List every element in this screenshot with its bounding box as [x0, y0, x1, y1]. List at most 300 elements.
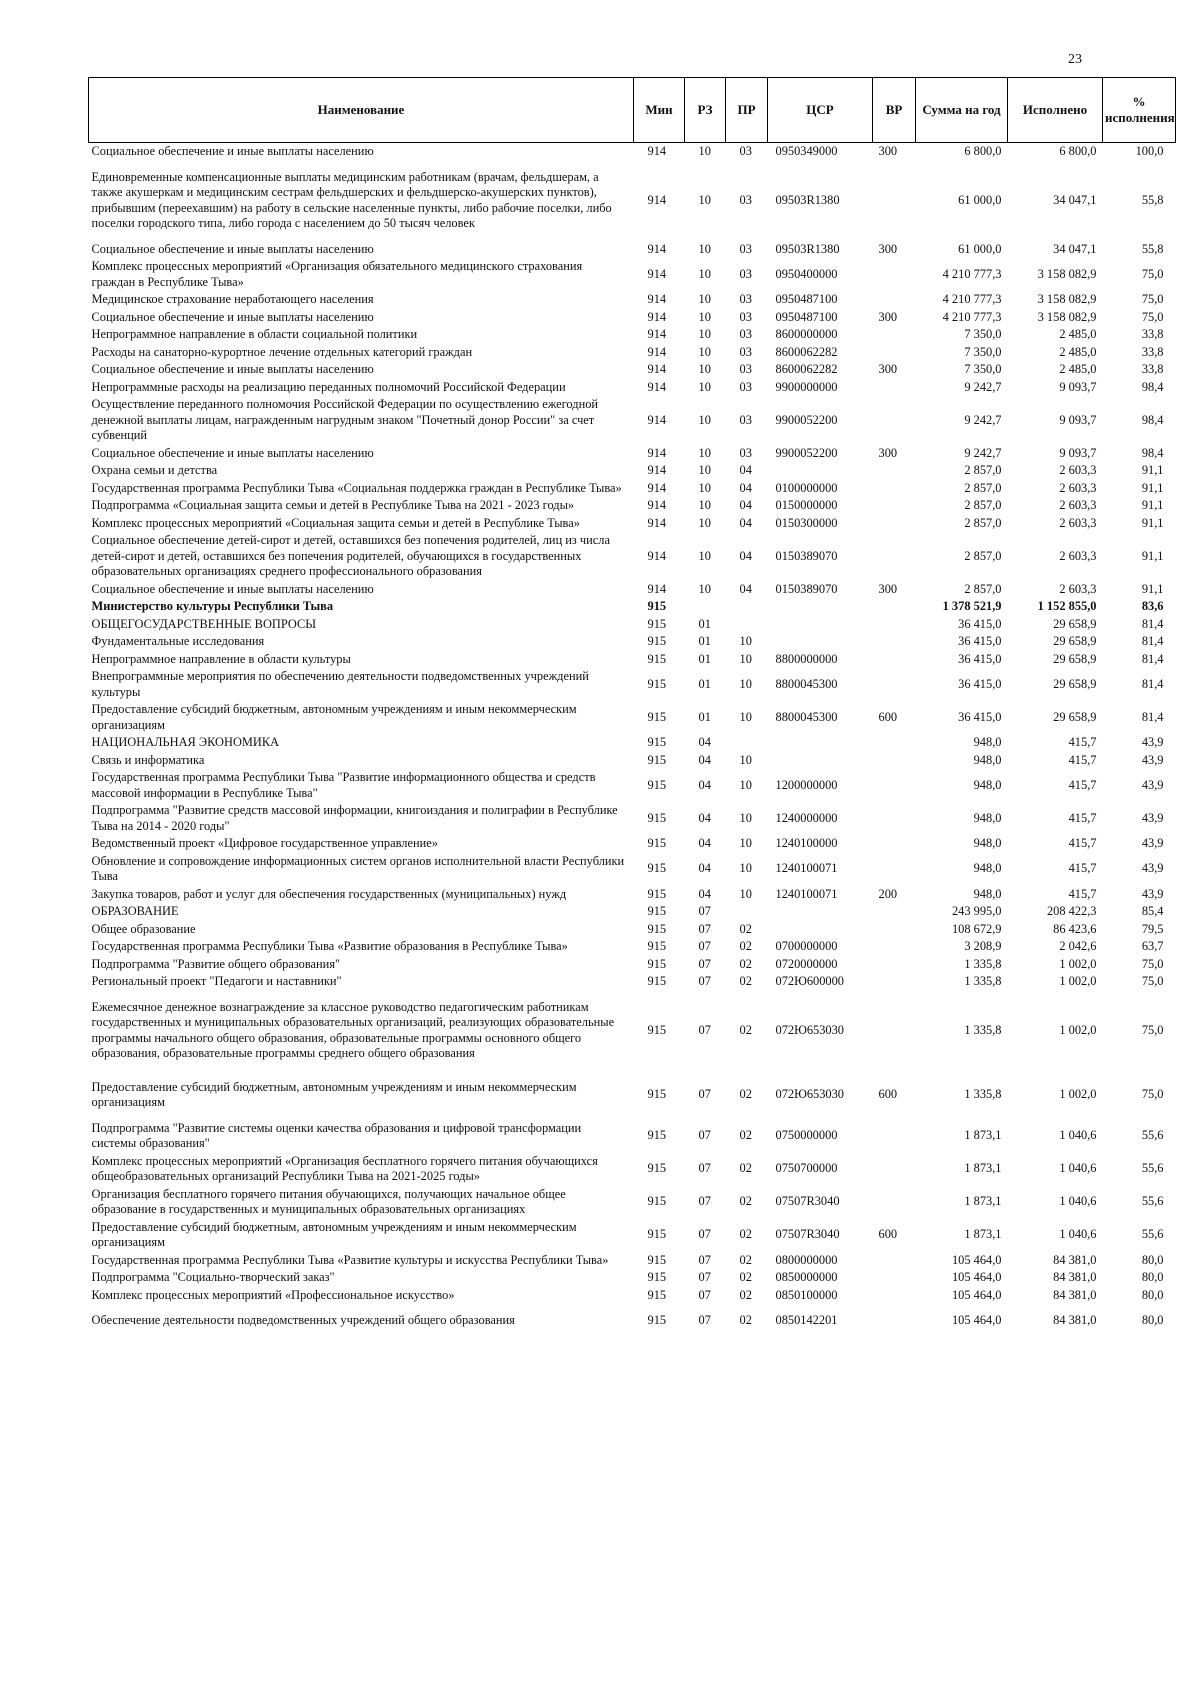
cell-csr	[768, 921, 873, 939]
cell-pct: 80,0	[1141, 1270, 1164, 1284]
cell-sum: 948,0	[973, 735, 1002, 749]
cell-sum: 9 242,7	[964, 379, 1002, 394]
header-rz: РЗ	[685, 78, 726, 143]
cell-rz: 07	[698, 1161, 711, 1176]
cell-csr: 9900000000	[775, 379, 838, 394]
cell-min: 914	[647, 327, 667, 341]
cell-rz	[685, 598, 726, 616]
cell-sum: 948,0	[973, 810, 1002, 825]
cell-min: 914	[647, 548, 667, 563]
cell-min: 914	[647, 445, 667, 460]
cell-csr: 1200000000	[775, 777, 838, 792]
cell-name: Комплекс процессных мероприятий «Организация обязательного медицинского страхования граждан в Республике Тыва»	[91, 259, 583, 289]
cell-vr	[873, 532, 916, 581]
cell-name: ОБЩЕГОСУДАРСТВЕННЫЕ ВОПРОСЫ	[91, 616, 317, 631]
cell-vr	[873, 480, 916, 498]
cell-csr: 0850000000	[775, 1270, 838, 1284]
header-csr: ЦСР	[768, 78, 873, 143]
cell-rz: 04	[698, 836, 711, 850]
cell-done: 9 093,7	[1059, 379, 1097, 394]
cell-name: Министерство культуры Республики Тыва	[91, 599, 334, 613]
cell-sum: 9 242,7	[964, 445, 1002, 460]
cell-pct: 43,9	[1141, 861, 1164, 876]
cell-done: 1 040,6	[1059, 1128, 1097, 1143]
cell-pct: 91,1	[1141, 581, 1164, 596]
cell-name: Охрана семьи и детства	[91, 463, 218, 477]
cell-sum: 948,0	[973, 886, 1002, 901]
cell-csr: 0150389070	[775, 581, 838, 596]
cell-vr: 600	[878, 709, 898, 724]
cell-vr	[873, 973, 916, 991]
cell-csr: 07507R3040	[775, 1194, 840, 1209]
cell-done: 6 800,0	[1059, 144, 1097, 158]
table-row	[89, 241, 1176, 259]
cell-vr: 600	[878, 1087, 898, 1102]
cell-name: Подпрограмма "Развитие системы оценки качества образования и цифровой трансформации системы образования"	[91, 1120, 582, 1150]
cell-pct: 81,4	[1141, 651, 1164, 666]
table-row	[89, 1304, 1176, 1338]
cell-done: 2 485,0	[1059, 344, 1097, 359]
cell-done: 84 381,0	[1053, 1313, 1097, 1327]
table-row	[89, 1269, 1176, 1287]
cell-pct: 91,1	[1141, 498, 1164, 512]
cell-name: Подпрограмма «Социальная защита семьи и детей в Республике Тыва на 2021 - 2023 годы»	[91, 498, 575, 512]
cell-vr	[873, 956, 916, 974]
cell-pct: 83,6	[1141, 599, 1164, 613]
cell-pr	[726, 734, 768, 752]
cell-pct: 91,1	[1141, 515, 1164, 530]
cell-vr	[873, 379, 916, 397]
cell-rz: 10	[698, 327, 711, 341]
cell-csr: 072Ю600000	[775, 974, 844, 988]
cell-name: Ежемесячное денежное вознаграждение за классное руководство педагогическим работникам государственных и муниципальных образовательных организаций, реализующих образовательные программы начального общего образования, образовательные программы основного общего образования, образовательные программы среднего общего образования	[91, 999, 615, 1060]
cell-sum: 6 800,0	[964, 144, 1002, 158]
table-row	[89, 921, 1176, 939]
header-vr: ВР	[873, 78, 916, 143]
header-done: Исполнено	[1008, 78, 1103, 143]
cell-vr	[873, 668, 916, 701]
cell-vr	[873, 903, 916, 921]
cell-csr	[768, 598, 873, 616]
page-number: 23	[1068, 52, 1082, 67]
cell-csr: 0750700000	[775, 1161, 838, 1176]
cell-pr: 02	[739, 1194, 752, 1209]
cell-name: Внепрограммные мероприятия по обеспечению деятельности подведомственных учреждений культуры	[91, 669, 589, 699]
cell-pr: 10	[739, 861, 752, 876]
cell-done: 2 603,3	[1059, 548, 1097, 563]
cell-csr: 0950487100	[775, 292, 838, 306]
cell-pr: 03	[739, 266, 752, 281]
table-row	[89, 361, 1176, 379]
table-row	[89, 835, 1176, 853]
cell-name: Единовременные компенсационные выплаты медицинским работникам (врачам, фельдшерам, а также акушеркам и медицинским сестрам фельдшерских и фельдшерско-акушерских пунктов), прибывшим (переехавшим) на работу в сельские населенные пункты, либо рабочие поселки, либо поселки городского типа, либо города с населением до 50 тысяч человек	[91, 169, 612, 230]
cell-sum: 1 873,1	[964, 1194, 1002, 1209]
cell-sum: 36 415,0	[958, 634, 1002, 648]
cell-pct: 91,1	[1141, 480, 1164, 495]
cell-pr: 02	[739, 1313, 752, 1327]
cell-sum: 2 857,0	[964, 548, 1002, 563]
cell-pr: 10	[739, 836, 752, 850]
cell-rz: 10	[698, 548, 711, 563]
table-row	[89, 1153, 1176, 1186]
cell-vr	[873, 769, 916, 802]
table-row	[89, 309, 1176, 327]
cell-rz: 04	[698, 735, 711, 749]
cell-pct: 79,5	[1141, 921, 1164, 936]
cell-done: 415,7	[1068, 836, 1097, 850]
cell-min: 914	[647, 515, 667, 530]
cell-rz: 01	[698, 651, 711, 666]
cell-pct: 63,7	[1141, 939, 1164, 953]
header-min: Мин	[634, 78, 685, 143]
cell-done: 415,7	[1068, 810, 1097, 825]
cell-csr: 1240100071	[775, 861, 838, 876]
cell-pr: 02	[739, 956, 752, 971]
cell-min: 915	[647, 1313, 667, 1327]
cell-vr: 300	[878, 445, 898, 460]
cell-min: 915	[647, 709, 667, 724]
cell-min: 915	[647, 1022, 667, 1037]
cell-rz: 04	[698, 777, 711, 792]
cell-pr: 02	[739, 939, 752, 953]
table-row	[89, 1186, 1176, 1219]
table-row	[89, 326, 1176, 344]
cell-sum: 243 995,0	[951, 904, 1002, 918]
cell-vr	[873, 802, 916, 835]
cell-rz: 07	[698, 1270, 711, 1284]
cell-done: 1 002,0	[1059, 956, 1097, 971]
cell-sum: 61 000,0	[958, 192, 1002, 207]
cell-pr: 10	[739, 634, 752, 648]
cell-sum: 948,0	[973, 777, 1002, 792]
table-row	[89, 291, 1176, 309]
cell-rz: 10	[698, 463, 711, 477]
cell-pct: 81,4	[1141, 676, 1164, 691]
cell-name: Государственная программа Республики Тыва "Развитие информационного общества и средств массовой информации в Республике Тыва"	[91, 770, 596, 800]
cell-sum: 105 464,0	[951, 1287, 1002, 1302]
cell-pct: 98,4	[1141, 379, 1164, 394]
cell-name: Непрограммные расходы на реализацию переданных полномочий Российской Федерации	[91, 379, 566, 394]
cell-sum: 3 208,9	[964, 939, 1002, 953]
cell-min: 915	[647, 836, 667, 850]
cell-name: Социальное обеспечение и иные выплаты населению	[91, 309, 374, 324]
cell-pct: 98,4	[1141, 412, 1164, 427]
cell-sum: 1 873,1	[964, 1227, 1002, 1242]
cell-done: 1 002,0	[1059, 1022, 1097, 1037]
cell-vr	[873, 258, 916, 291]
cell-done: 1 002,0	[1059, 1087, 1097, 1102]
cell-pct: 55,8	[1141, 241, 1164, 256]
cell-csr: 1240100071	[775, 886, 838, 901]
cell-vr: 300	[878, 241, 898, 256]
cell-name: Социальное обеспечение и иные выплаты населению	[91, 241, 374, 256]
cell-vr: 200	[878, 886, 898, 901]
cell-csr: 0100000000	[775, 480, 838, 495]
table-row	[89, 973, 1176, 991]
cell-vr	[873, 991, 916, 1071]
cell-sum: 7 350,0	[964, 327, 1002, 341]
cell-done: 415,7	[1068, 735, 1097, 749]
cell-csr: 8600062282	[775, 362, 838, 376]
cell-name: Социальное обеспечение и иные выплаты населению	[91, 144, 374, 158]
cell-sum: 2 857,0	[964, 480, 1002, 495]
cell-name: Обеспечение деятельности подведомственных учреждений общего образования	[91, 1313, 515, 1327]
cell-name: Ведомственный проект «Цифровое государственное управление»	[91, 836, 438, 850]
table-row	[89, 379, 1176, 397]
cell-csr: 0950349000	[775, 144, 838, 158]
cell-rz: 01	[698, 616, 711, 631]
table-row	[89, 802, 1176, 835]
cell-min: 915	[647, 1287, 667, 1302]
cell-pct: 33,8	[1141, 344, 1164, 359]
cell-min: 915	[647, 676, 667, 691]
cell-min: 914	[647, 480, 667, 495]
cell-csr: 0850100000	[775, 1287, 838, 1302]
cell-name: Социальное обеспечение и иные выплаты населению	[91, 445, 374, 460]
cell-min: 914	[647, 498, 667, 512]
cell-pct: 33,8	[1141, 327, 1164, 341]
cell-pr	[726, 903, 768, 921]
cell-pr: 03	[739, 241, 752, 256]
cell-rz: 07	[698, 1227, 711, 1242]
cell-min: 915	[647, 777, 667, 792]
cell-rz: 10	[698, 362, 711, 376]
cell-csr: 0700000000	[775, 939, 838, 953]
cell-vr	[873, 1252, 916, 1270]
cell-csr: 0150300000	[775, 515, 838, 530]
table-header	[89, 78, 1176, 143]
cell-done: 2 485,0	[1059, 362, 1097, 376]
cell-sum: 7 350,0	[964, 344, 1002, 359]
cell-sum: 1 335,8	[964, 974, 1002, 988]
cell-pr: 03	[739, 192, 752, 207]
cell-min: 915	[647, 1128, 667, 1143]
cell-done: 415,7	[1068, 861, 1097, 876]
cell-rz: 07	[698, 921, 711, 936]
cell-pct: 55,6	[1141, 1161, 1164, 1176]
cell-csr: 0150000000	[775, 498, 838, 512]
cell-sum: 105 464,0	[951, 1252, 1002, 1267]
cell-name: Комплекс процессных мероприятий «Организация бесплатного горячего питания обучающихся общеобразовательных организаций Республики Тыва на 2021-2025 годы»	[91, 1153, 598, 1183]
cell-name: Организация бесплатного горячего питания обучающихся, получающих начальное общее образование в государственных и муниципальных образовательных организациях	[91, 1186, 566, 1216]
cell-name: Социальное обеспечение и иные выплаты населению	[91, 362, 374, 376]
cell-done: 34 047,1	[1053, 241, 1097, 256]
cell-min: 915	[647, 904, 667, 918]
table-row	[89, 701, 1176, 734]
cell-pr: 03	[739, 309, 752, 324]
cell-done: 3 158 082,9	[1037, 309, 1097, 324]
cell-rz: 07	[698, 1313, 711, 1327]
table-row	[89, 1071, 1176, 1120]
cell-pct: 55,6	[1141, 1128, 1164, 1143]
cell-vr	[873, 853, 916, 886]
cell-csr	[768, 903, 873, 921]
cell-vr	[873, 1287, 916, 1305]
cell-vr	[873, 515, 916, 533]
cell-pr: 04	[739, 515, 752, 530]
cell-pr: 04	[739, 480, 752, 495]
cell-csr: 07507R3040	[775, 1227, 840, 1242]
header-pr: ПР	[726, 78, 768, 143]
cell-rz: 10	[698, 515, 711, 530]
cell-pct: 55,8	[1141, 192, 1164, 207]
cell-sum: 948,0	[973, 861, 1002, 876]
cell-csr	[768, 734, 873, 752]
cell-min: 914	[647, 309, 667, 324]
cell-done: 2 603,3	[1059, 515, 1097, 530]
cell-vr	[873, 1269, 916, 1287]
cell-csr: 0150389070	[775, 548, 838, 563]
cell-done: 3 158 082,9	[1037, 266, 1097, 281]
cell-name: Закупка товаров, работ и услуг для обеспечения государственных (муниципальных) нужд	[91, 886, 567, 901]
cell-pr: 02	[739, 1161, 752, 1176]
cell-csr: 0720000000	[775, 956, 838, 971]
cell-pct: 43,9	[1141, 735, 1164, 749]
table-row	[89, 938, 1176, 956]
cell-rz: 04	[698, 752, 711, 767]
cell-sum: 1 873,1	[964, 1128, 1002, 1143]
cell-pr	[726, 616, 768, 634]
cell-pct: 33,8	[1141, 362, 1164, 376]
cell-pct: 43,9	[1141, 777, 1164, 792]
cell-vr	[873, 396, 916, 445]
cell-sum: 4 210 777,3	[942, 266, 1002, 281]
cell-sum: 2 857,0	[964, 515, 1002, 530]
cell-rz: 04	[698, 861, 711, 876]
cell-done: 2 603,3	[1059, 463, 1097, 477]
cell-name: Общее образование	[91, 921, 196, 936]
table-row	[89, 515, 1176, 533]
cell-sum: 7 350,0	[964, 362, 1002, 376]
cell-pr: 04	[739, 548, 752, 563]
table-row	[89, 616, 1176, 634]
cell-csr: 9900052200	[775, 445, 838, 460]
cell-min: 915	[647, 861, 667, 876]
cell-pr: 10	[739, 777, 752, 792]
table-row	[89, 668, 1176, 701]
cell-min: 914	[647, 144, 667, 158]
cell-rz: 01	[698, 634, 711, 648]
cell-done: 1 040,6	[1059, 1194, 1097, 1209]
header-sum: Сумма на год	[916, 78, 1008, 143]
cell-min: 915	[647, 1252, 667, 1267]
cell-csr	[768, 616, 873, 634]
cell-rz: 10	[698, 241, 711, 256]
cell-vr	[873, 291, 916, 309]
cell-rz: 10	[698, 344, 711, 359]
cell-sum: 948,0	[973, 836, 1002, 850]
cell-done: 2 603,3	[1059, 581, 1097, 596]
cell-rz: 07	[698, 939, 711, 953]
cell-pr: 03	[739, 379, 752, 394]
cell-rz: 07	[698, 1287, 711, 1302]
cell-min: 915	[647, 634, 667, 648]
cell-min: 915	[647, 810, 667, 825]
cell-min: 914	[647, 581, 667, 596]
cell-sum: 2 857,0	[964, 463, 1002, 477]
cell-csr	[768, 462, 873, 480]
cell-min: 915	[647, 599, 667, 613]
cell-sum: 2 857,0	[964, 581, 1002, 596]
cell-pr	[726, 598, 768, 616]
cell-done: 29 658,9	[1053, 709, 1097, 724]
cell-rz: 04	[698, 886, 711, 901]
cell-pr: 10	[739, 886, 752, 901]
cell-name: Комплекс процессных мероприятий «Профессиональное искусство»	[91, 1287, 455, 1302]
cell-pct: 75,0	[1141, 309, 1164, 324]
cell-min: 914	[647, 266, 667, 281]
table-row	[89, 497, 1176, 515]
table-row	[89, 991, 1176, 1071]
cell-vr	[873, 1153, 916, 1186]
cell-done: 29 658,9	[1053, 676, 1097, 691]
cell-pct: 55,6	[1141, 1227, 1164, 1242]
cell-sum: 36 415,0	[958, 709, 1002, 724]
cell-name: Предоставление субсидий бюджетным, автономным учреждениям и иным некоммерческим организациям	[91, 1219, 577, 1249]
cell-name: Непрограммное направление в области культуры	[91, 651, 351, 666]
cell-pr: 10	[739, 810, 752, 825]
cell-vr	[873, 734, 916, 752]
cell-rz: 07	[698, 1022, 711, 1037]
cell-done: 2 603,3	[1059, 498, 1097, 512]
cell-sum: 1 335,8	[964, 1022, 1002, 1037]
cell-done: 34 047,1	[1053, 192, 1097, 207]
cell-min: 914	[647, 292, 667, 306]
table-row	[89, 734, 1176, 752]
table-row	[89, 480, 1176, 498]
cell-csr: 09503R1380	[775, 192, 840, 207]
cell-name: Расходы на санаторно-курортное лечение отдельных категорий граждан	[91, 344, 473, 359]
cell-pct: 75,0	[1141, 266, 1164, 281]
cell-min: 915	[647, 886, 667, 901]
table-row	[89, 752, 1176, 770]
cell-done: 9 093,7	[1059, 412, 1097, 427]
cell-pct: 75,0	[1141, 956, 1164, 971]
cell-done: 9 093,7	[1059, 445, 1097, 460]
cell-rz: 10	[698, 581, 711, 596]
table-row	[89, 462, 1176, 480]
cell-pct: 75,0	[1141, 1087, 1164, 1102]
table-body	[89, 143, 1176, 1338]
cell-name: Комплекс процессных мероприятий «Социальная защита семьи и детей в Республике Тыва»	[91, 515, 580, 530]
header-pct: % исполнения	[1103, 78, 1176, 143]
cell-rz: 10	[698, 445, 711, 460]
cell-pct: 85,4	[1141, 904, 1164, 918]
cell-pct: 80,0	[1141, 1313, 1164, 1327]
cell-vr	[873, 1304, 916, 1338]
cell-rz: 01	[698, 709, 711, 724]
cell-done: 1 002,0	[1059, 974, 1097, 988]
cell-vr: 300	[878, 362, 898, 376]
cell-done: 1 040,6	[1059, 1161, 1097, 1176]
cell-pr: 04	[739, 581, 752, 596]
cell-done: 415,7	[1068, 777, 1097, 792]
cell-done: 2 485,0	[1059, 327, 1097, 341]
table-row	[89, 143, 1176, 161]
cell-vr: 300	[878, 144, 898, 158]
cell-min: 915	[647, 735, 667, 749]
table-row	[89, 1252, 1176, 1270]
cell-min: 915	[647, 616, 667, 631]
cell-vr: 300	[878, 309, 898, 324]
cell-name: ОБРАЗОВАНИЕ	[91, 904, 179, 918]
cell-name: Региональный проект "Педагоги и наставники"	[91, 974, 342, 988]
cell-vr	[873, 1186, 916, 1219]
table-row	[89, 651, 1176, 669]
table-row	[89, 956, 1176, 974]
cell-sum: 1 873,1	[964, 1161, 1002, 1176]
cell-csr	[768, 752, 873, 770]
